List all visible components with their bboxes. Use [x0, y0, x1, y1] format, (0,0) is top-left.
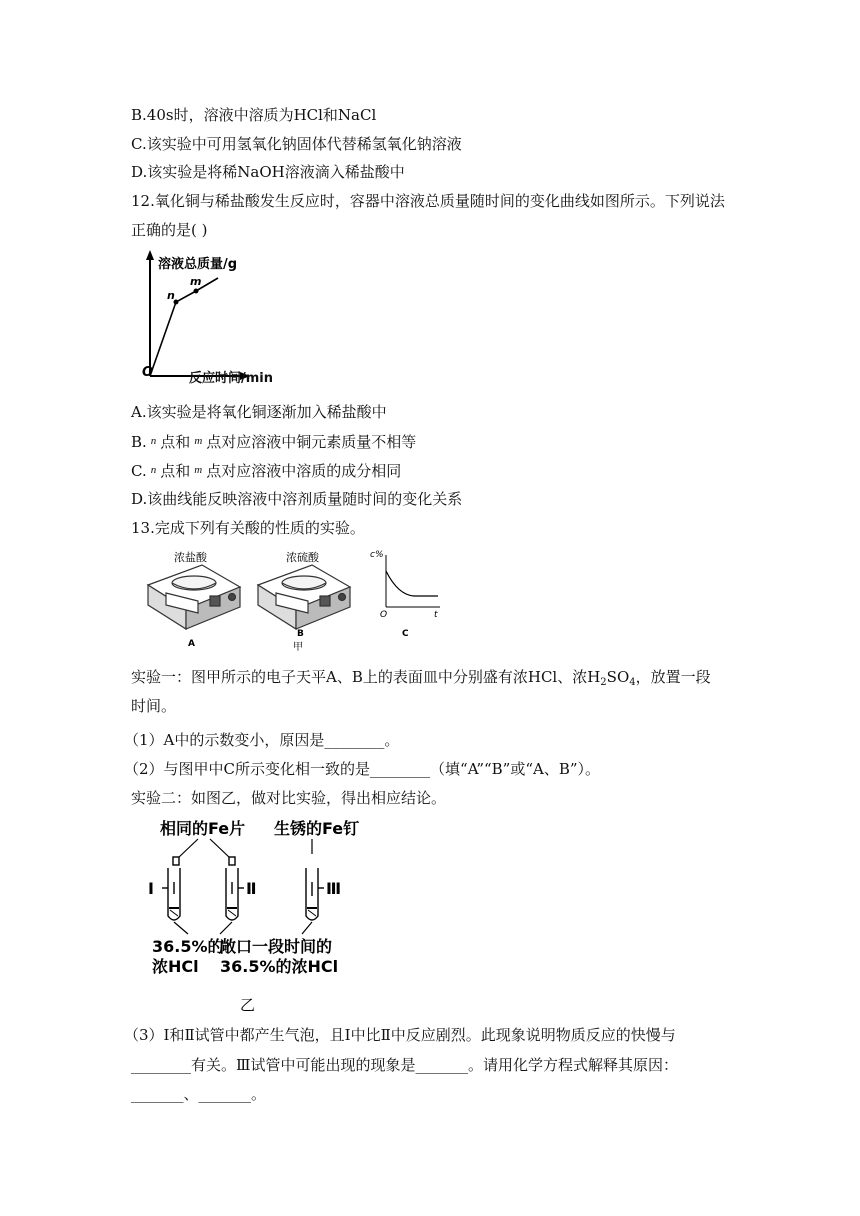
- q12-stem-line-2: 正确的是( ): [131, 221, 208, 239]
- graph-ylabel: 溶液总质量/g: [158, 257, 238, 272]
- q13-part-2: （2）与图甲中C所示变化相一致的是________（填“A”“B”或“A、B”）。: [124, 760, 601, 778]
- graph-c-xlabel: t: [434, 610, 438, 620]
- q11-option-b: B.40s时，溶液中溶质为HCl和NaCl: [131, 106, 377, 124]
- test-tube-2: [226, 857, 244, 920]
- figure-jia: [140, 547, 460, 655]
- q12-graph-xlabel: 反应时间/min: [189, 371, 274, 386]
- mass-curve: [150, 278, 218, 376]
- q11-option-d: D.该实验是将稀NaOH溶液滴入稀盐酸中: [131, 163, 405, 181]
- exp2-intro: 实验二：如图乙，做对比实验，得出相应结论。: [131, 789, 447, 807]
- exp1-line-2: 时间。: [131, 697, 177, 715]
- point-m-marker: [194, 289, 199, 294]
- tube-1-solution-line-2: 浓HCl: [152, 957, 199, 976]
- q13-part-3-line-2: ________有关。Ⅲ试管中可能出现的现象是_______。请用化学方程式解释其原因：: [131, 1056, 678, 1074]
- y-axis-arrow-icon: [146, 250, 154, 260]
- q13-part-3-line-1: （3）I和Ⅱ试管中都产生气泡，且I中比Ⅱ中反应剧烈。此现象说明物质反应的快慢与: [124, 1026, 676, 1044]
- balance-a: [148, 565, 240, 629]
- tube-1-solution-line-1: 36.5%的: [152, 937, 224, 956]
- balance-a-letter: A: [188, 639, 195, 649]
- test-tube-3: [306, 868, 324, 920]
- graph-c: [386, 555, 440, 607]
- graph-origin: O: [142, 365, 154, 380]
- tube-2-label: Ⅱ: [246, 879, 257, 898]
- tube-2-3-solution-line-2: 36.5%的浓HCl: [220, 957, 339, 976]
- graph-c-curve: [386, 571, 438, 596]
- balance-b-letter: B: [297, 629, 304, 639]
- balance-b: [258, 565, 350, 629]
- balance-b-label: 浓硫酸: [286, 551, 319, 564]
- tube-2-3-solution-line-1: 敞口一段时间的: [220, 937, 333, 956]
- q13-stem: 13.完成下列有关酸的性质的实验。: [131, 519, 365, 537]
- figure-yi: [140, 812, 380, 1022]
- graph-c-origin: O: [380, 610, 388, 620]
- rusty-fe-nail-label: 生锈的Fe钉: [274, 819, 360, 838]
- fe-plate-label: 相同的Fe片: [160, 819, 246, 838]
- figure-yi-caption: 乙: [240, 996, 256, 1014]
- graph-point-m-label: m: [190, 275, 202, 288]
- q12-option-a: A.该实验是将氧化铜逐渐加入稀盐酸中: [131, 403, 387, 421]
- graph-c-ylabel: c%: [370, 550, 384, 560]
- graph-c-letter: C: [402, 629, 409, 639]
- q12-stem-line-1: 12.氧化铜与稀盐酸发生反应时，容器中溶液总质量随时间的变化曲线如图所示。下列说法: [131, 192, 725, 210]
- q13-part-1: （1）A中的示数变小，原因是________。: [124, 731, 400, 749]
- q12-mass-time-graph: [138, 248, 288, 388]
- q12-option-d: D.该曲线能反映溶液中溶剂质量随时间的变化关系: [131, 490, 463, 508]
- q11-option-c: C.该实验中可用氢氧化钠固体代替稀氢氧化钠溶液: [131, 135, 462, 153]
- tube-1-label: I: [148, 879, 154, 898]
- q12-option-c: C. $^n$ 点和 $^m$ 点对应溶液中溶质的成分相同: [131, 462, 402, 480]
- tube-3-label: Ⅲ: [326, 879, 342, 898]
- q13-part-3-line-3: _______、_______。: [131, 1085, 267, 1103]
- test-tube-1: [162, 857, 180, 920]
- exp1-line-1: 实验一：图甲所示的电子天平A、B上的表面皿中分别盛有浓HCl、浓$H_2SO_4$，放置一段: [131, 668, 711, 688]
- q12-option-b: B. $^n$ 点和 $^m$ 点对应溶液中铜元素质量不相等: [131, 433, 417, 451]
- graph-point-n-label: n: [167, 289, 175, 302]
- balance-a-label: 浓盐酸: [174, 551, 207, 564]
- figure-jia-caption: 甲: [293, 642, 303, 653]
